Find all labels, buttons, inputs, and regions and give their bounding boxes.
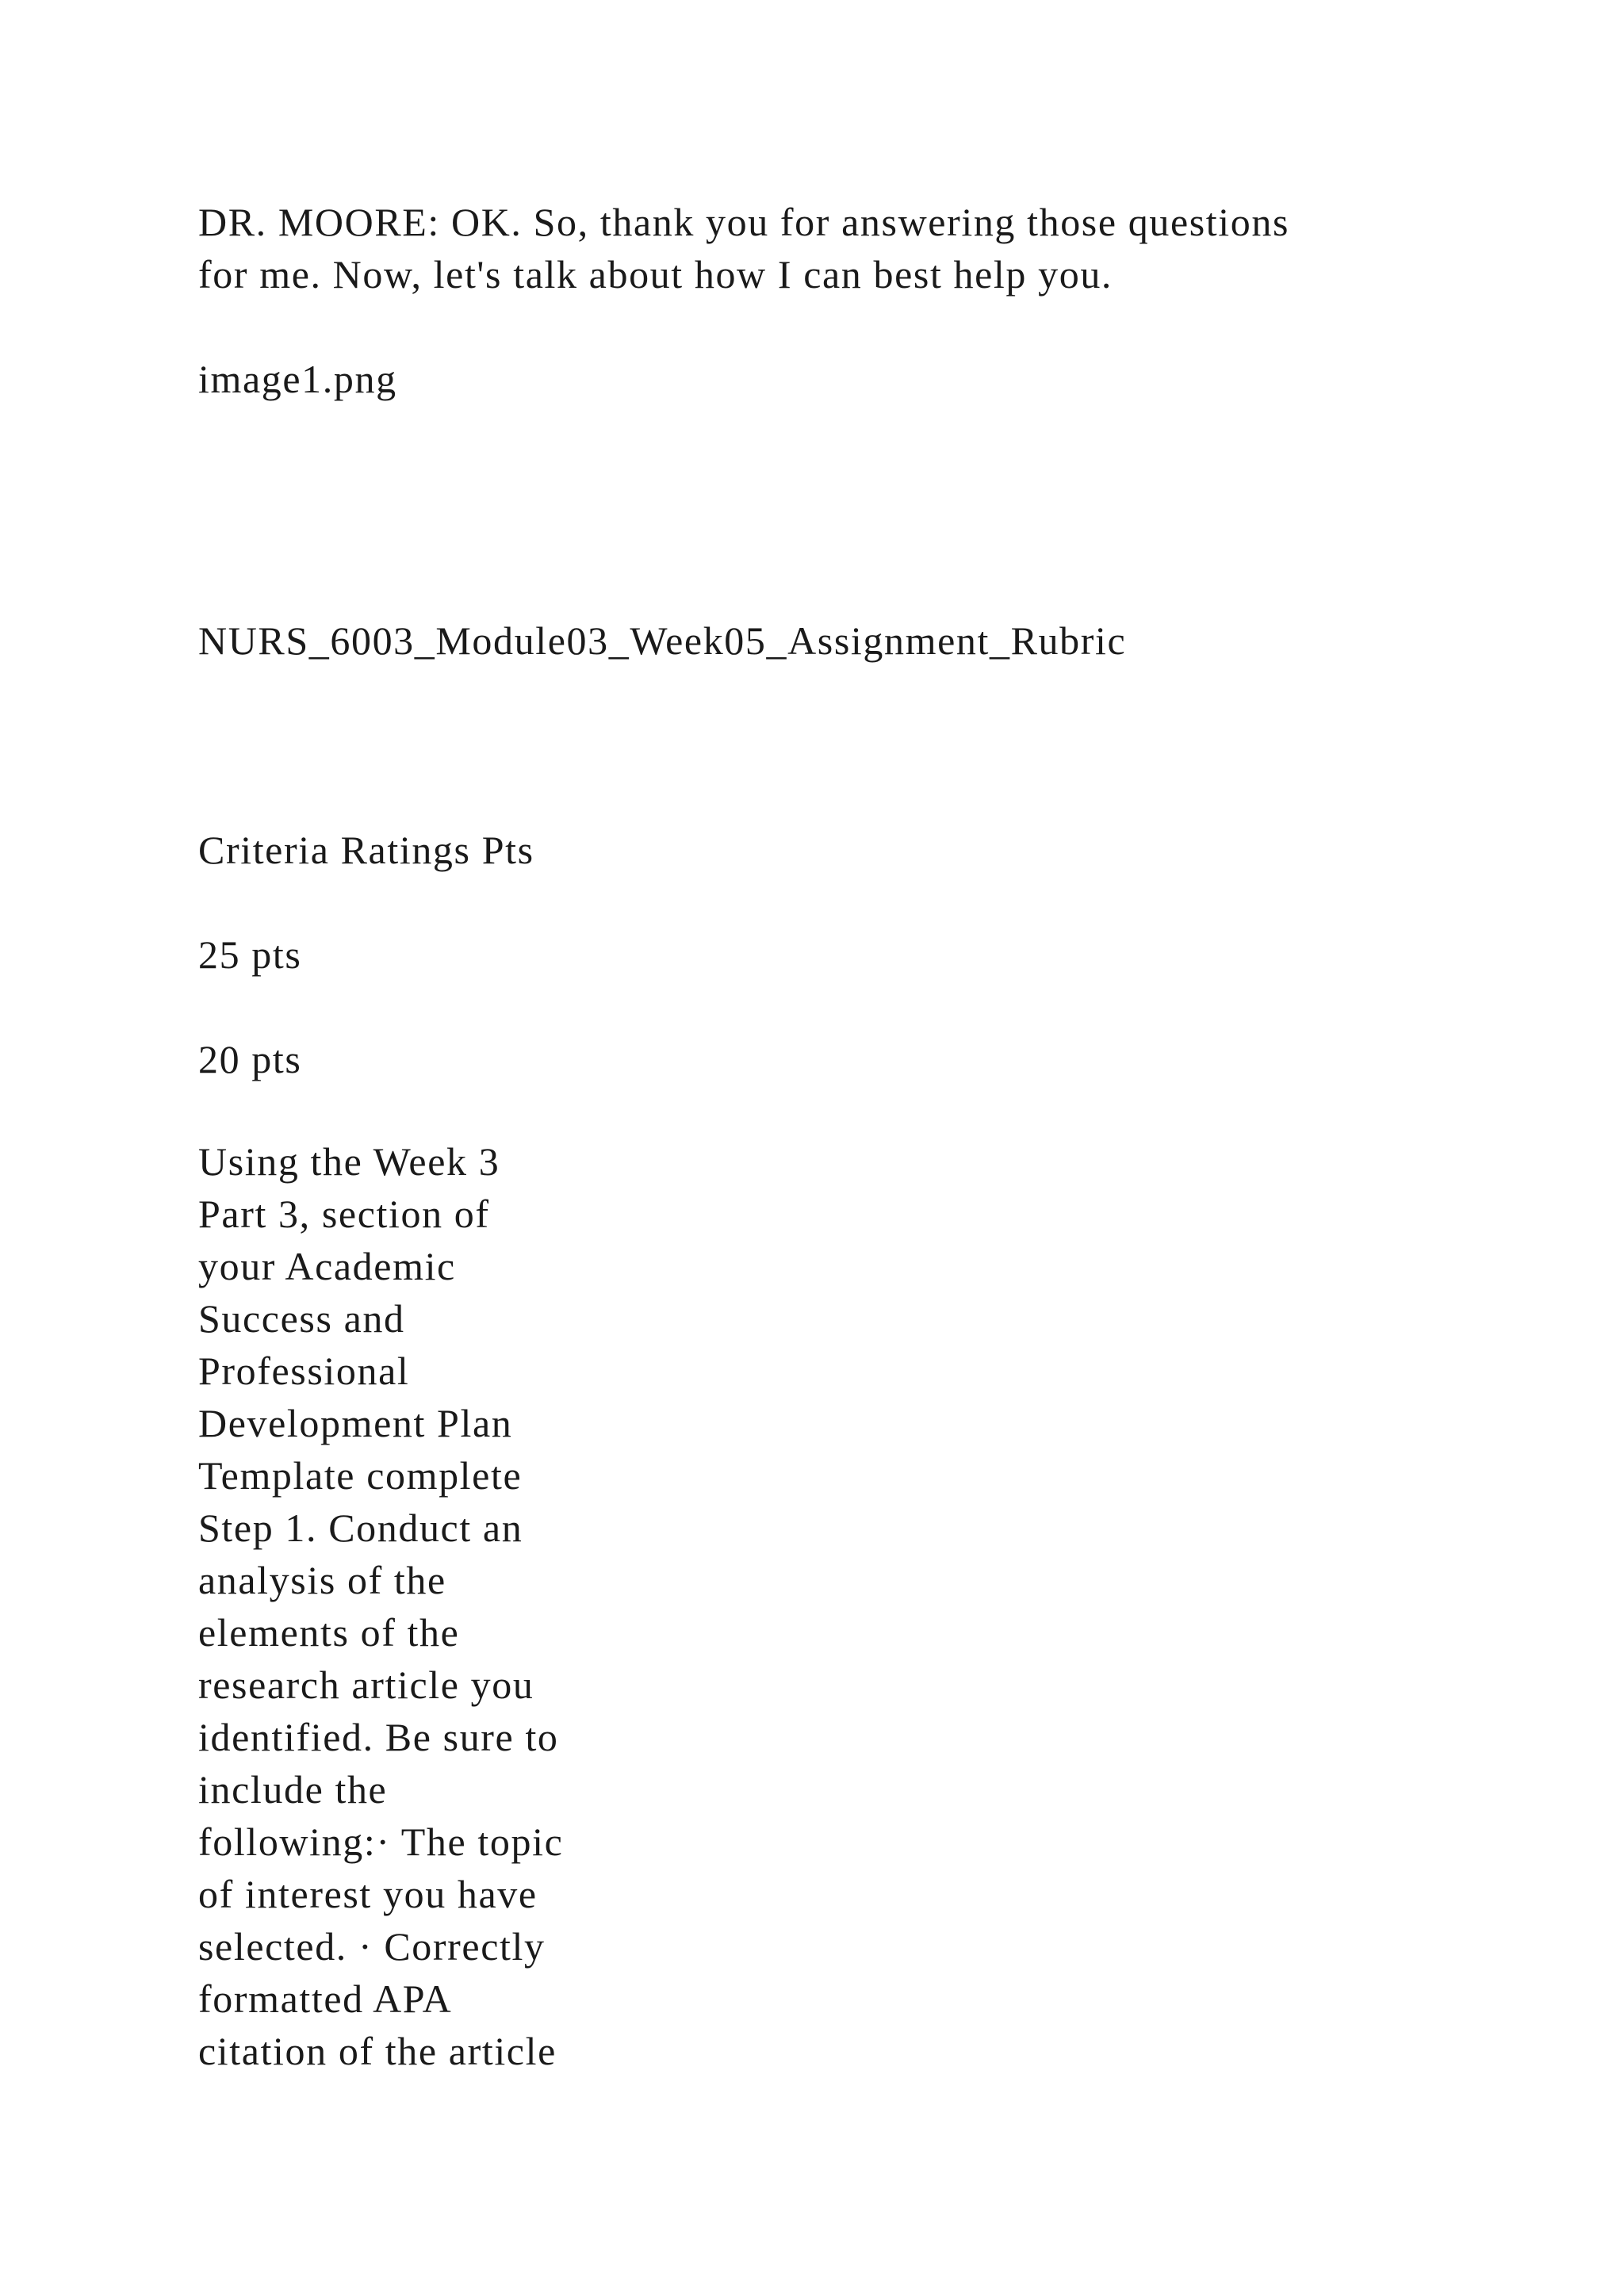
criteria-line: elements of the <box>198 1610 460 1655</box>
criteria-line: research article you <box>198 1663 534 1707</box>
intro-line-2: for me. Now, let's talk about how I can best help you. <box>198 252 1113 297</box>
criteria-line: identified. Be sure to <box>198 1715 559 1759</box>
criteria-line: selected. · Correctly <box>198 1924 546 1969</box>
criteria-line: Part 3, section of <box>198 1192 490 1236</box>
criteria-line: analysis of the <box>198 1558 446 1602</box>
criteria-line: citation of the article <box>198 2029 557 2073</box>
table-header: Criteria Ratings Pts <box>198 828 534 872</box>
criteria-line: of interest you have <box>198 1872 538 1916</box>
criteria-line: Template complete <box>198 1453 523 1498</box>
criteria-line: Development Plan <box>198 1401 513 1445</box>
rating-25-pts: 25 pts <box>198 932 302 977</box>
criteria-description <box>198 1135 642 2077</box>
criteria-line: Step 1. Conduct an <box>198 1506 523 1550</box>
criteria-line: formatted APA <box>198 1976 453 2021</box>
criteria-line: Using the Week 3 <box>198 1139 500 1184</box>
criteria-line: following:· The topic <box>198 1820 564 1864</box>
image-placeholder-filename: image1.png <box>198 357 397 401</box>
criteria-line: your Academic <box>198 1244 456 1288</box>
criteria-line: include the <box>198 1767 388 1812</box>
rubric-title: NURS_6003_Module03_Week05_Assignment_Rubric <box>198 618 1127 663</box>
criteria-line: Professional <box>198 1349 410 1393</box>
criteria-line: Success and <box>198 1296 405 1341</box>
intro-line-1: DR. MOORE: OK. So, thank you for answering those questions <box>198 200 1290 244</box>
rating-20-pts: 20 pts <box>198 1037 302 1081</box>
